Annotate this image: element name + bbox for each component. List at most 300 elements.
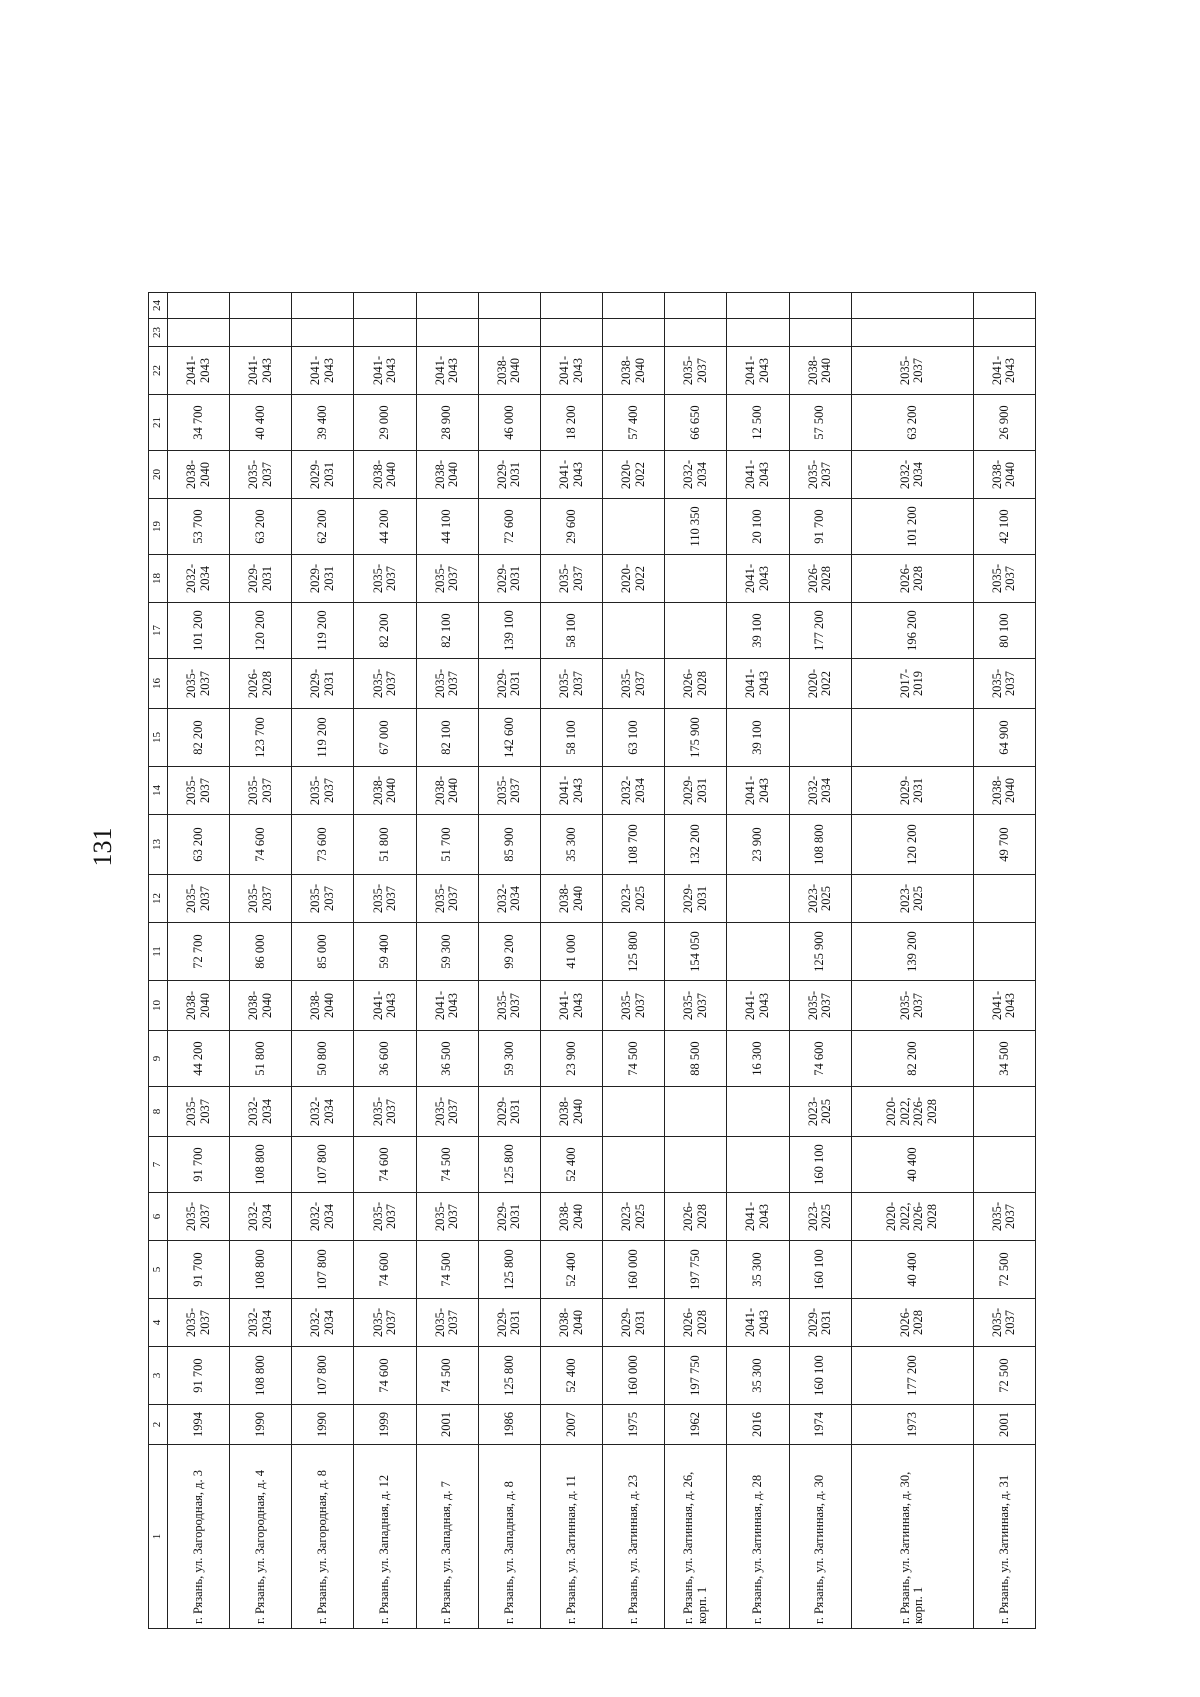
table-cell: 2041- 2043	[168, 347, 230, 395]
table-cell: 107 800	[292, 1241, 354, 1299]
table-cell: 91 700	[168, 1347, 230, 1405]
column-header: 6	[149, 1193, 168, 1241]
column-header: 17	[149, 603, 168, 659]
table-cell: 2035- 2037	[603, 659, 665, 709]
table-cell: 2032- 2034	[230, 1299, 292, 1347]
table-cell: 29 000	[354, 395, 416, 451]
table-cell: 39 100	[727, 709, 789, 767]
table-cell	[973, 1137, 1035, 1193]
table-cell: 1999	[354, 1405, 416, 1445]
table-cell: 2029- 2031	[478, 659, 540, 709]
table-cell: 120 200	[230, 603, 292, 659]
table-cell: 2041- 2043	[230, 347, 292, 395]
table-cell	[727, 923, 789, 981]
table-cell: 2035- 2037	[230, 767, 292, 815]
table-cell: 175 900	[665, 709, 727, 767]
table-cell: 2035- 2037	[973, 1193, 1035, 1241]
table-cell	[665, 555, 727, 603]
table-cell: 80 100	[973, 603, 1035, 659]
table-cell: 2035- 2037	[354, 1087, 416, 1137]
column-header: 12	[149, 875, 168, 923]
table-row	[665, 293, 727, 1629]
table-cell: 2035- 2037	[354, 1299, 416, 1347]
table-cell	[665, 319, 727, 347]
table-cell: 2035- 2037	[789, 981, 851, 1031]
table-cell: 125 800	[603, 923, 665, 981]
column-header: 22	[149, 347, 168, 395]
address-cell: г. Рязань, ул. Затинная, д. 31	[973, 1445, 1035, 1629]
table-cell	[354, 293, 416, 319]
table-cell	[603, 1137, 665, 1193]
table-cell: 2029- 2031	[665, 875, 727, 923]
table-cell: 2023- 2025	[603, 875, 665, 923]
table-cell: 18 200	[540, 395, 602, 451]
column-header: 7	[149, 1137, 168, 1193]
table-cell: 2029- 2031	[292, 451, 354, 499]
table-cell: 2035- 2037	[603, 981, 665, 1031]
table-cell: 73 600	[292, 815, 354, 875]
rotated-table-container	[148, 300, 1036, 1629]
table-cell: 2041- 2043	[727, 1193, 789, 1241]
table-cell: 2029- 2031	[230, 555, 292, 603]
column-header: 9	[149, 1031, 168, 1087]
table-cell: 72 600	[478, 499, 540, 555]
table-cell: 82 100	[416, 603, 478, 659]
table-cell: 74 600	[354, 1241, 416, 1299]
table-cell	[230, 293, 292, 319]
table-cell: 139 200	[851, 923, 973, 981]
table-cell: 2016	[727, 1405, 789, 1445]
table-cell: 72 700	[168, 923, 230, 981]
table-cell: 36 600	[354, 1031, 416, 1087]
table-cell: 101 200	[168, 603, 230, 659]
table-cell	[416, 293, 478, 319]
table-cell: 154 050	[665, 923, 727, 981]
table-cell: 2035- 2037	[168, 1193, 230, 1241]
table-cell: 2038- 2040	[168, 451, 230, 499]
table-cell	[292, 319, 354, 347]
table-cell: 2041- 2043	[540, 451, 602, 499]
column-header: 1	[149, 1445, 168, 1629]
table-cell: 2035- 2037	[292, 767, 354, 815]
column-header: 20	[149, 451, 168, 499]
table-cell: 59 300	[478, 1031, 540, 1087]
table-cell: 63 100	[603, 709, 665, 767]
table-cell	[973, 293, 1035, 319]
table-cell: 44 200	[168, 1031, 230, 1087]
table-cell: 2035- 2037	[665, 347, 727, 395]
table-cell: 2035- 2037	[851, 981, 973, 1031]
table-cell: 2001	[416, 1405, 478, 1445]
table-cell	[973, 1087, 1035, 1137]
table-cell: 197 750	[665, 1241, 727, 1299]
table-cell: 82 200	[168, 709, 230, 767]
table-cell: 196 200	[851, 603, 973, 659]
table-cell	[665, 603, 727, 659]
table-cell: 2038- 2040	[168, 981, 230, 1031]
table-cell: 142 600	[478, 709, 540, 767]
table-row	[478, 293, 540, 1629]
table-cell: 35 300	[727, 1241, 789, 1299]
column-header: 18	[149, 555, 168, 603]
table-cell: 59 400	[354, 923, 416, 981]
table-cell	[973, 923, 1035, 981]
table-body	[168, 293, 1036, 1629]
column-header: 13	[149, 815, 168, 875]
table-cell: 2041- 2043	[973, 981, 1035, 1031]
table-cell: 2035- 2037	[973, 659, 1035, 709]
table-cell	[727, 875, 789, 923]
table-cell: 2035- 2037	[292, 875, 354, 923]
table-cell: 2038- 2040	[416, 767, 478, 815]
table-cell: 2029- 2031	[665, 767, 727, 815]
table-cell: 2038- 2040	[973, 767, 1035, 815]
table-cell: 23 900	[727, 815, 789, 875]
table-cell: 52 400	[540, 1241, 602, 1299]
table-cell: 2041- 2043	[540, 981, 602, 1031]
table-cell: 2035- 2037	[168, 659, 230, 709]
table-cell: 2026- 2028	[665, 1299, 727, 1347]
table-cell: 2035- 2037	[354, 875, 416, 923]
table-cell: 2035- 2037	[478, 981, 540, 1031]
column-header: 16	[149, 659, 168, 709]
table-cell: 2035- 2037	[354, 555, 416, 603]
table-cell: 2007	[540, 1405, 602, 1445]
table-cell: 91 700	[789, 499, 851, 555]
table-cell	[292, 293, 354, 319]
table-cell	[478, 293, 540, 319]
page-number: 131	[88, 827, 117, 867]
table-row	[354, 293, 416, 1629]
table-cell: 2020- 2022, 2026- 2028	[851, 1087, 973, 1137]
table-cell: 2035- 2037	[168, 1299, 230, 1347]
table-cell: 2029- 2031	[789, 1299, 851, 1347]
table-cell: 2041- 2043	[973, 347, 1035, 395]
table-cell: 2017- 2019	[851, 659, 973, 709]
column-number-row	[149, 293, 168, 1629]
column-header: 19	[149, 499, 168, 555]
table-cell: 2038- 2040	[540, 875, 602, 923]
address-cell: г. Рязань, ул. Загородная, д. 3	[168, 1445, 230, 1629]
table-cell	[851, 709, 973, 767]
table-cell: 2032- 2034	[665, 451, 727, 499]
address-cell: г. Рязань, ул. Затинная, д. 11	[540, 1445, 602, 1629]
table-cell: 66 650	[665, 395, 727, 451]
table-cell: 2035- 2037	[540, 659, 602, 709]
table-cell: 107 800	[292, 1137, 354, 1193]
column-header: 10	[149, 981, 168, 1031]
table-cell	[727, 1137, 789, 1193]
table-cell	[168, 319, 230, 347]
table-cell	[416, 319, 478, 347]
table-cell: 123 700	[230, 709, 292, 767]
address-cell: г. Рязань, ул. Загородная, д. 4	[230, 1445, 292, 1629]
table-cell: 72 500	[973, 1347, 1035, 1405]
table-cell: 86 000	[230, 923, 292, 981]
table-cell: 2001	[973, 1405, 1035, 1445]
table-cell: 108 800	[230, 1137, 292, 1193]
table-cell: 29 600	[540, 499, 602, 555]
address-cell: г. Рязань, ул. Затинная, д. 23	[603, 1445, 665, 1629]
table-cell: 39 100	[727, 603, 789, 659]
table-cell: 2035- 2037	[789, 451, 851, 499]
table-cell	[851, 293, 973, 319]
column-header: 11	[149, 923, 168, 981]
table-cell: 2029- 2031	[851, 767, 973, 815]
table-cell: 2026- 2028	[789, 555, 851, 603]
table-cell: 2035- 2037	[665, 981, 727, 1031]
table-cell	[727, 1087, 789, 1137]
table-cell: 125 800	[478, 1347, 540, 1405]
table-cell: 1986	[478, 1405, 540, 1445]
table-cell: 2035- 2037	[168, 1087, 230, 1137]
table-cell: 2035- 2037	[973, 555, 1035, 603]
table-cell: 51 800	[230, 1031, 292, 1087]
table-cell: 2041- 2043	[727, 347, 789, 395]
table-cell: 46 000	[478, 395, 540, 451]
address-cell: г. Рязань, ул. Западная, д. 7	[416, 1445, 478, 1629]
table-cell: 2035- 2037	[416, 1299, 478, 1347]
table-cell: 72 500	[973, 1241, 1035, 1299]
table-cell: 139 100	[478, 603, 540, 659]
table-cell: 2032- 2034	[851, 451, 973, 499]
table-cell: 2020- 2022	[603, 555, 665, 603]
table-cell	[603, 319, 665, 347]
table-cell: 1990	[292, 1405, 354, 1445]
table-cell: 2023- 2025	[603, 1193, 665, 1241]
table-cell: 64 900	[973, 709, 1035, 767]
address-cell: г. Рязань, ул. Западная, д. 8	[478, 1445, 540, 1629]
table-cell: 51 800	[354, 815, 416, 875]
table-cell	[603, 1087, 665, 1137]
table-cell: 2038- 2040	[540, 1087, 602, 1137]
table-cell: 58 100	[540, 603, 602, 659]
column-header: 3	[149, 1347, 168, 1405]
table-cell: 2041- 2043	[292, 347, 354, 395]
table-cell: 2032- 2034	[168, 555, 230, 603]
table-cell: 63 200	[168, 815, 230, 875]
table-cell: 2041- 2043	[416, 981, 478, 1031]
table-cell: 34 700	[168, 395, 230, 451]
table-cell: 91 700	[168, 1137, 230, 1193]
table-cell	[230, 319, 292, 347]
table-cell: 2035- 2037	[416, 875, 478, 923]
column-header: 15	[149, 709, 168, 767]
table-cell: 2041- 2043	[727, 451, 789, 499]
table-cell: 2032- 2034	[603, 767, 665, 815]
table-cell: 59 300	[416, 923, 478, 981]
table-cell: 41 000	[540, 923, 602, 981]
table-cell: 2038- 2040	[354, 767, 416, 815]
table-cell: 85 900	[478, 815, 540, 875]
table-cell: 16 300	[727, 1031, 789, 1087]
table-cell: 177 200	[851, 1347, 973, 1405]
table-cell: 88 500	[665, 1031, 727, 1087]
table-cell: 35 300	[727, 1347, 789, 1405]
table-cell: 44 200	[354, 499, 416, 555]
table-cell: 2029- 2031	[478, 451, 540, 499]
table-cell: 101 200	[851, 499, 973, 555]
table-row	[292, 293, 354, 1629]
table-cell: 2029- 2031	[292, 555, 354, 603]
table-cell: 1994	[168, 1405, 230, 1445]
address-cell: г. Рязань, ул. Затинная, д. 30, корп. 1	[851, 1445, 973, 1629]
table-cell	[727, 293, 789, 319]
table-cell: 52 400	[540, 1347, 602, 1405]
table-cell: 2035- 2037	[973, 1299, 1035, 1347]
table-cell: 2038- 2040	[478, 347, 540, 395]
table-cell: 42 100	[973, 499, 1035, 555]
table-cell: 40 400	[851, 1241, 973, 1299]
column-header: 8	[149, 1087, 168, 1137]
table-cell: 2020- 2022	[603, 451, 665, 499]
table-cell: 160 100	[789, 1137, 851, 1193]
table-cell: 57 400	[603, 395, 665, 451]
table-cell: 51 700	[416, 815, 478, 875]
table-cell: 2032- 2034	[292, 1299, 354, 1347]
table-cell: 2041- 2043	[354, 981, 416, 1031]
table-cell	[789, 319, 851, 347]
table-cell: 2020- 2022, 2026- 2028	[851, 1193, 973, 1241]
table-cell	[973, 875, 1035, 923]
table-cell: 2035- 2037	[540, 555, 602, 603]
table-cell	[789, 293, 851, 319]
table-cell: 2035- 2037	[354, 1193, 416, 1241]
table-cell: 35 300	[540, 815, 602, 875]
table-cell: 36 500	[416, 1031, 478, 1087]
table-cell	[665, 1087, 727, 1137]
table-cell	[354, 319, 416, 347]
table-cell: 99 200	[478, 923, 540, 981]
table-cell: 2041- 2043	[727, 555, 789, 603]
repair-schedule-table	[148, 292, 1036, 1629]
table-cell: 2023- 2025	[789, 875, 851, 923]
table-cell: 2038- 2040	[973, 451, 1035, 499]
table-cell: 2029- 2031	[478, 555, 540, 603]
table-row	[168, 293, 230, 1629]
table-row	[416, 293, 478, 1629]
table-cell: 160 100	[789, 1347, 851, 1405]
table-cell: 2023- 2025	[851, 875, 973, 923]
table-cell: 160 000	[603, 1241, 665, 1299]
table-cell	[478, 319, 540, 347]
table-cell	[168, 293, 230, 319]
table-cell: 1962	[665, 1405, 727, 1445]
table-cell: 160 100	[789, 1241, 851, 1299]
table-cell: 1990	[230, 1405, 292, 1445]
table-cell: 74 600	[230, 815, 292, 875]
table-cell: 53 700	[168, 499, 230, 555]
table-cell: 82 100	[416, 709, 478, 767]
table-cell: 2041- 2043	[354, 347, 416, 395]
table-cell: 2041- 2043	[540, 767, 602, 815]
table-cell: 34 500	[973, 1031, 1035, 1087]
table-cell: 2035- 2037	[416, 1193, 478, 1241]
table-cell: 2026- 2028	[665, 659, 727, 709]
table-cell: 1975	[603, 1405, 665, 1445]
table-cell: 2035- 2037	[230, 875, 292, 923]
table-cell: 108 700	[603, 815, 665, 875]
table-cell: 119 200	[292, 709, 354, 767]
column-header: 4	[149, 1299, 168, 1347]
table-cell: 23 900	[540, 1031, 602, 1087]
table-cell: 1973	[851, 1405, 973, 1445]
column-header: 24	[149, 293, 168, 319]
table-row	[540, 293, 602, 1629]
table-cell: 28 900	[416, 395, 478, 451]
table-cell: 50 800	[292, 1031, 354, 1087]
table-cell: 2026- 2028	[665, 1193, 727, 1241]
table-cell	[603, 499, 665, 555]
address-cell: г. Рязань, ул. Загородная, д. 8	[292, 1445, 354, 1629]
table-cell: 2029- 2031	[478, 1193, 540, 1241]
table-cell	[665, 293, 727, 319]
table-cell: 108 800	[230, 1241, 292, 1299]
table-cell: 2035- 2037	[416, 555, 478, 603]
table-cell: 74 500	[416, 1137, 478, 1193]
address-cell: г. Рязань, ул. Затинная, д. 30	[789, 1445, 851, 1629]
table-cell: 39 400	[292, 395, 354, 451]
table-cell: 20 100	[727, 499, 789, 555]
table-cell: 2023- 2025	[789, 1193, 851, 1241]
table-cell: 57 500	[789, 395, 851, 451]
table-cell: 85 000	[292, 923, 354, 981]
table-cell: 2038- 2040	[416, 451, 478, 499]
table-cell	[603, 603, 665, 659]
table-cell: 2029- 2031	[478, 1087, 540, 1137]
table-cell	[727, 319, 789, 347]
table-cell: 52 400	[540, 1137, 602, 1193]
table-cell	[540, 293, 602, 319]
table-cell: 2035- 2037	[416, 659, 478, 709]
column-header: 21	[149, 395, 168, 451]
table-cell: 2032- 2034	[789, 767, 851, 815]
table-cell: 63 200	[230, 499, 292, 555]
table-row	[230, 293, 292, 1629]
table-cell: 12 500	[727, 395, 789, 451]
table-cell: 2038- 2040	[603, 347, 665, 395]
table-cell: 1974	[789, 1405, 851, 1445]
table-cell: 125 800	[478, 1241, 540, 1299]
table-cell	[665, 1137, 727, 1193]
table-cell: 26 900	[973, 395, 1035, 451]
table-cell: 2041- 2043	[727, 659, 789, 709]
table-cell: 74 500	[416, 1347, 478, 1405]
table-cell: 2029- 2031	[292, 659, 354, 709]
table-cell	[789, 709, 851, 767]
table-cell: 2041- 2043	[727, 1299, 789, 1347]
table-cell: 74 500	[416, 1241, 478, 1299]
table-cell: 74 600	[789, 1031, 851, 1087]
table-cell	[973, 319, 1035, 347]
table-row	[727, 293, 789, 1629]
column-header: 5	[149, 1241, 168, 1299]
table-cell: 107 800	[292, 1347, 354, 1405]
table-cell: 197 750	[665, 1347, 727, 1405]
table-cell: 125 800	[478, 1137, 540, 1193]
table-cell: 2035- 2037	[168, 875, 230, 923]
table-cell: 74 600	[354, 1137, 416, 1193]
table-cell	[603, 293, 665, 319]
table-cell: 2029- 2031	[603, 1299, 665, 1347]
table-cell: 2038- 2040	[292, 981, 354, 1031]
table-cell: 2032- 2034	[292, 1193, 354, 1241]
table-cell: 119 200	[292, 603, 354, 659]
table-cell: 67 000	[354, 709, 416, 767]
table-cell: 2035- 2037	[230, 451, 292, 499]
table-cell: 160 000	[603, 1347, 665, 1405]
table-cell: 44 100	[416, 499, 478, 555]
